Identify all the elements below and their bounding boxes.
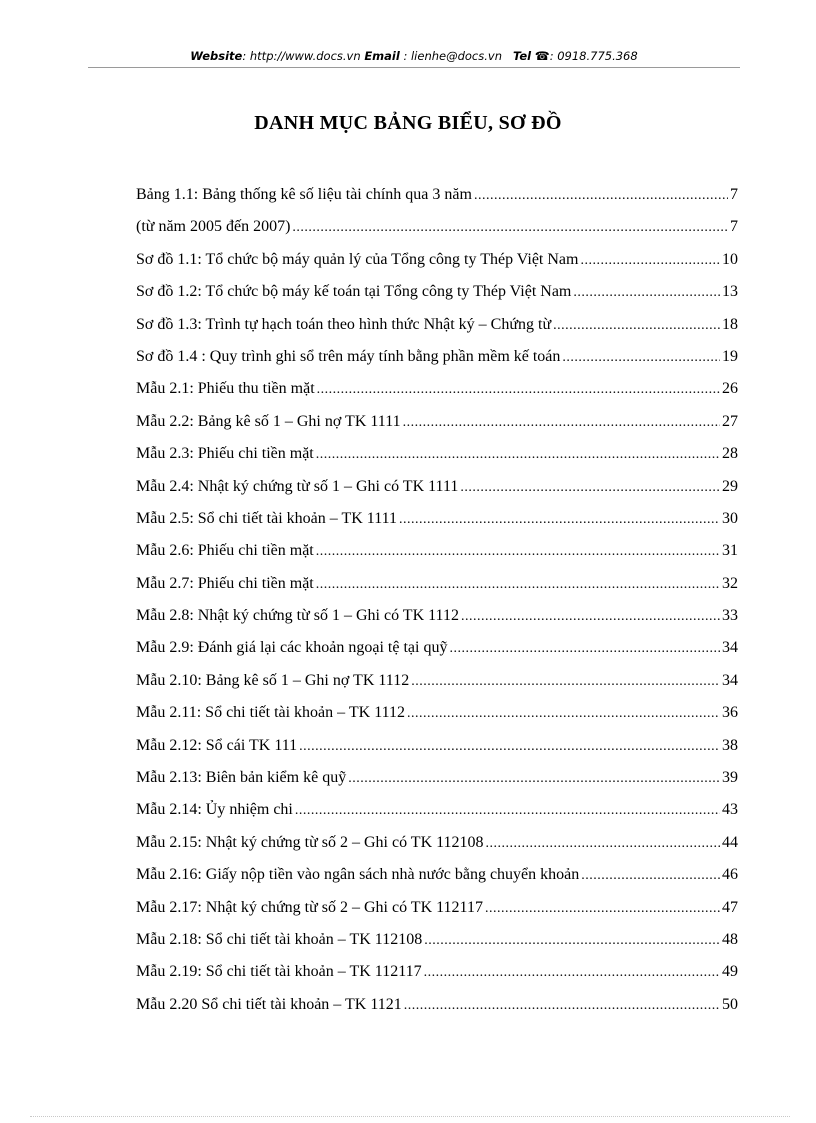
toc-entry	[136, 407, 738, 439]
toc-entry-label: Mẫu 2.17: Nhật ký chứng từ số 2 – Ghi có TK 112117	[136, 898, 483, 916]
toc-entry	[136, 245, 738, 277]
toc-entry	[136, 342, 738, 374]
toc-entry	[136, 860, 738, 892]
toc-entry-label: Mẫu 2.7: Phiếu chi tiền mặt	[136, 574, 314, 592]
toc-entry-page: 44	[722, 833, 738, 851]
tel-value: : 0918.775.368	[549, 49, 638, 63]
toc-entry-page: 13	[722, 283, 738, 301]
toc-entry-page: 33	[722, 607, 738, 625]
toc-entry	[136, 472, 738, 504]
toc-entry	[136, 795, 738, 827]
toc-entry	[136, 731, 738, 763]
toc-entry	[136, 569, 738, 601]
toc-dot-leader	[399, 505, 720, 535]
toc-entry-page: 47	[722, 898, 738, 916]
website-label: Website	[190, 49, 243, 63]
toc-entry-label: Mẫu 2.18: Sổ chi tiết tài khoản – TK 112108	[136, 930, 423, 948]
toc-entry-page: 46	[722, 866, 738, 884]
toc-dot-leader	[295, 796, 720, 826]
toc-entry-page: 7	[730, 218, 738, 236]
toc-entry-label: Mẫu 2.14: Ủy nhiệm chi	[136, 801, 293, 819]
toc-entry-label: Sơ đồ 1.2: Tổ chức bộ máy kế toán tại Tổng công ty Thép Việt Nam	[136, 283, 572, 301]
toc-dot-leader	[404, 991, 720, 1021]
toc-dot-leader	[553, 311, 720, 341]
toc-entry-page: 28	[722, 445, 738, 463]
toc-entry-label: Mẫu 2.5: Sổ chi tiết tài khoản – TK 1111	[136, 509, 398, 527]
toc-entry-label: Mẫu 2.4: Nhật ký chứng từ số 1 – Ghi có TK 1111	[136, 477, 459, 495]
toc-entry-label: Mẫu 2.9: Đánh giá lại các khoản ngoại tệ tại quỹ	[136, 639, 448, 657]
toc-dot-leader	[460, 473, 720, 503]
toc-entry-label: Mẫu 2.13: Biên bản kiểm kê quỹ	[136, 769, 347, 787]
toc-dot-leader	[316, 570, 720, 600]
toc-entry-page: 34	[722, 671, 738, 689]
toc-entry-page: 10	[722, 250, 738, 268]
toc-entry	[136, 763, 738, 795]
toc-entry-label: Mẫu 2.11: Sổ chi tiết tài khoản – TK 1112	[136, 704, 406, 722]
toc-entry-label: (từ năm 2005 đến 2007)	[136, 218, 291, 236]
toc-dot-leader	[424, 926, 720, 956]
toc-entry-label: Bảng 1.1: Bảng thống kê số liệu tài chính qua 3 năm	[136, 186, 472, 203]
toc-dot-leader	[573, 278, 720, 308]
toc-entry-label: Mẫu 2.6: Phiếu chi tiền mặt	[136, 542, 314, 560]
toc-entry-page: 39	[722, 769, 738, 787]
toc-entry-page: 49	[722, 963, 738, 981]
toc-entry	[136, 698, 738, 730]
table-of-figures	[136, 180, 738, 1022]
toc-entry	[136, 633, 738, 665]
toc-dot-leader	[486, 829, 720, 859]
toc-entry-page: 30	[722, 509, 738, 527]
toc-entry-page: 27	[722, 412, 738, 430]
toc-dot-leader	[299, 732, 720, 762]
toc-dot-leader	[348, 764, 720, 794]
toc-entry-label: Mẫu 2.20 Sổ chi tiết tài khoản – TK 1121	[136, 995, 402, 1013]
toc-entry	[136, 666, 738, 698]
toc-entry	[136, 277, 738, 309]
toc-dot-leader	[562, 343, 720, 373]
toc-dot-leader	[461, 602, 720, 632]
toc-entry-label: Mẫu 2.2: Bảng kê số 1 – Ghi nợ TK 1111	[136, 412, 401, 430]
email-label: Email	[364, 49, 400, 63]
toc-entry	[136, 957, 738, 989]
toc-entry-page: 36	[722, 704, 738, 722]
toc-dot-leader	[317, 375, 720, 405]
toc-entry-label: Mẫu 2.12: Sổ cái TK 111	[136, 736, 298, 754]
page-title: DANH MỤC BẢNG BIỂU, SƠ ĐỒ	[254, 112, 562, 134]
toc-dot-leader	[403, 408, 720, 438]
toc-entry	[136, 536, 738, 568]
phone-icon: ☎	[534, 49, 550, 63]
toc-entry-label: Sơ đồ 1.4 : Quy trình ghi sổ trên máy tính bằng phần mềm kế toán	[136, 347, 561, 365]
toc-entry	[136, 439, 738, 471]
toc-dot-leader	[407, 699, 720, 729]
toc-entry-label: Mẫu 2.15: Nhật ký chứng từ số 2 – Ghi có TK 112108	[136, 833, 484, 851]
toc-entry-page: 48	[722, 930, 738, 948]
toc-dot-leader	[449, 634, 720, 664]
toc-entry-label: Mẫu 2.1: Phiếu thu tiền mặt	[136, 380, 315, 398]
toc-entry-page: 29	[722, 477, 738, 495]
toc-entry	[136, 828, 738, 860]
toc-entry	[136, 504, 738, 536]
toc-entry	[136, 925, 738, 957]
toc-entry-label: Mẫu 2.19: Sổ chi tiết tài khoản – TK 112117	[136, 963, 422, 981]
toc-entry-page: 34	[722, 639, 738, 657]
toc-entry-page: 32	[722, 574, 738, 592]
email-value: : lienhe@docs.vn	[399, 49, 502, 63]
toc-entry-page: 31	[722, 542, 738, 560]
toc-entry	[136, 310, 738, 342]
website-value: : http://www.docs.vn	[242, 49, 361, 63]
toc-entry-page: 38	[722, 736, 738, 754]
toc-entry-label: Sơ đồ 1.1: Tổ chức bộ máy quản lý của Tổng công ty Thép Việt Nam	[136, 250, 579, 268]
toc-entry	[136, 212, 738, 244]
page-header	[88, 47, 740, 68]
toc-entry-page: 19	[722, 347, 738, 365]
toc-entry	[136, 601, 738, 633]
footer-divider	[30, 1116, 790, 1117]
toc-dot-leader	[292, 213, 728, 243]
toc-entry-page: 26	[722, 380, 738, 398]
toc-entry-label: Sơ đồ 1.3: Trình tự hạch toán theo hình thức Nhật ký – Chứng từ	[136, 315, 552, 333]
toc-dot-leader	[316, 440, 720, 470]
tel-label: Tel	[512, 49, 532, 63]
toc-dot-leader	[411, 667, 720, 697]
toc-entry-label: Mẫu 2.10: Bảng kê số 1 – Ghi nợ TK 1112	[136, 671, 410, 689]
toc-entry-label: Mẫu 2.16: Giấy nộp tiền vào ngân sách nhà nước bằng chuyển khoản	[136, 866, 580, 884]
toc-entry-page: 18	[722, 315, 738, 333]
toc-entry	[136, 180, 738, 212]
toc-dot-leader	[316, 537, 720, 567]
toc-dot-leader	[580, 246, 720, 276]
toc-entry-label: Mẫu 2.3: Phiếu chi tiền mặt	[136, 445, 314, 463]
toc-entry-page: 7	[730, 186, 738, 203]
toc-entry-page: 43	[722, 801, 738, 819]
toc-dot-leader	[424, 958, 720, 988]
toc-dot-leader	[485, 894, 720, 924]
toc-entry-label: Mẫu 2.8: Nhật ký chứng từ số 1 – Ghi có TK 1112	[136, 607, 459, 625]
toc-entry	[136, 893, 738, 925]
toc-dot-leader	[581, 861, 720, 891]
toc-dot-leader	[474, 181, 728, 211]
toc-entry-page: 50	[722, 995, 738, 1013]
toc-entry	[136, 374, 738, 406]
toc-entry	[136, 990, 738, 1022]
